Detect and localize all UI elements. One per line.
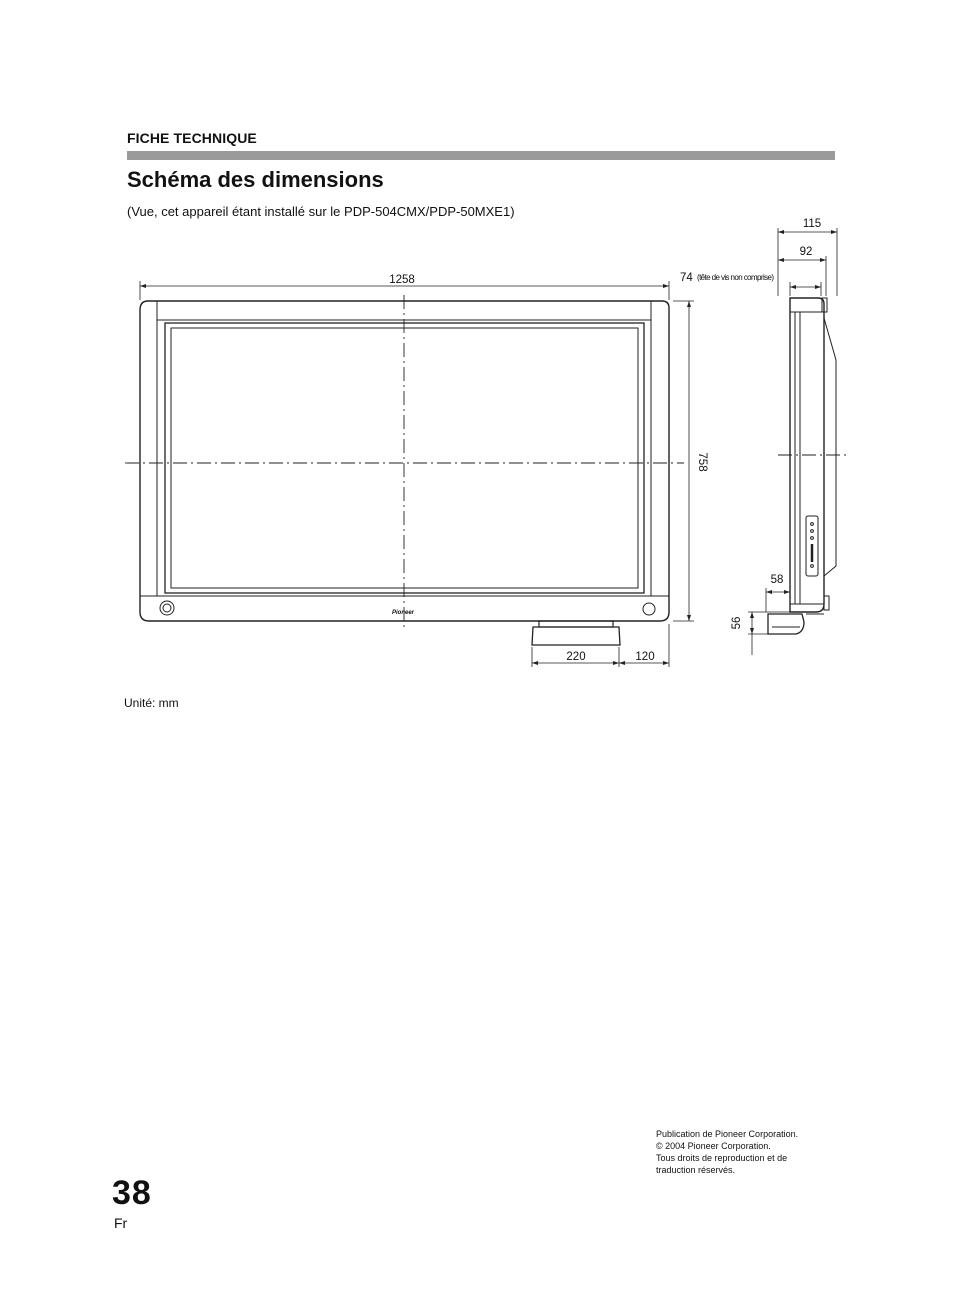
front-view	[140, 301, 669, 645]
page-number: 38	[112, 1174, 152, 1212]
stand-base	[532, 627, 620, 645]
brand-logo: Pioneer	[391, 610, 415, 616]
dim-depth-panel-note: (tête de vis non comprise)	[697, 273, 774, 282]
publisher-line: traduction réservés.	[656, 1165, 736, 1175]
dim-stand-offset-label: 120	[635, 651, 655, 663]
dim-stand-width-label: 220	[566, 651, 586, 663]
dim-bottom-depth-label: 58	[770, 574, 784, 586]
publisher-line: Publication de Pioneer Corporation.	[656, 1129, 799, 1139]
left-sensor-circle	[160, 601, 174, 615]
publisher-line: © 2004 Pioneer Corporation.	[656, 1141, 771, 1151]
dim-depth-panel-label: 74	[680, 272, 693, 284]
publisher-line: Tous droits de reproduction et de	[656, 1153, 788, 1163]
unit-label: Unité: mm	[124, 696, 179, 710]
page-title: Schéma des dimensions	[127, 167, 384, 192]
section-label: FICHE TECHNIQUE	[127, 130, 257, 146]
screen-area	[171, 328, 638, 588]
dim-bottom-height-label: 56	[731, 616, 743, 630]
screen-frame	[165, 323, 644, 593]
side-rear-cover	[824, 318, 836, 576]
language-code: Fr	[114, 1215, 128, 1231]
page-subtitle: (Vue, cet appareil étant installé sur le PDP-504CMX/PDP-50MXE1)	[127, 204, 515, 219]
publisher-notice	[656, 1128, 798, 1176]
dim-depth-total-label: 115	[802, 218, 822, 230]
arrow-heads	[140, 284, 691, 665]
stand-top	[539, 621, 613, 627]
dim-width-label: 1258	[389, 274, 415, 286]
dimension-lines	[140, 281, 694, 667]
panel-outer-bezel	[140, 301, 669, 621]
right-sensor-circle	[643, 603, 655, 615]
dim-height-label: 758	[696, 452, 708, 472]
dim-depth-mid-label: 92	[799, 246, 813, 258]
center-lines	[125, 295, 848, 628]
side-stand	[768, 614, 804, 634]
